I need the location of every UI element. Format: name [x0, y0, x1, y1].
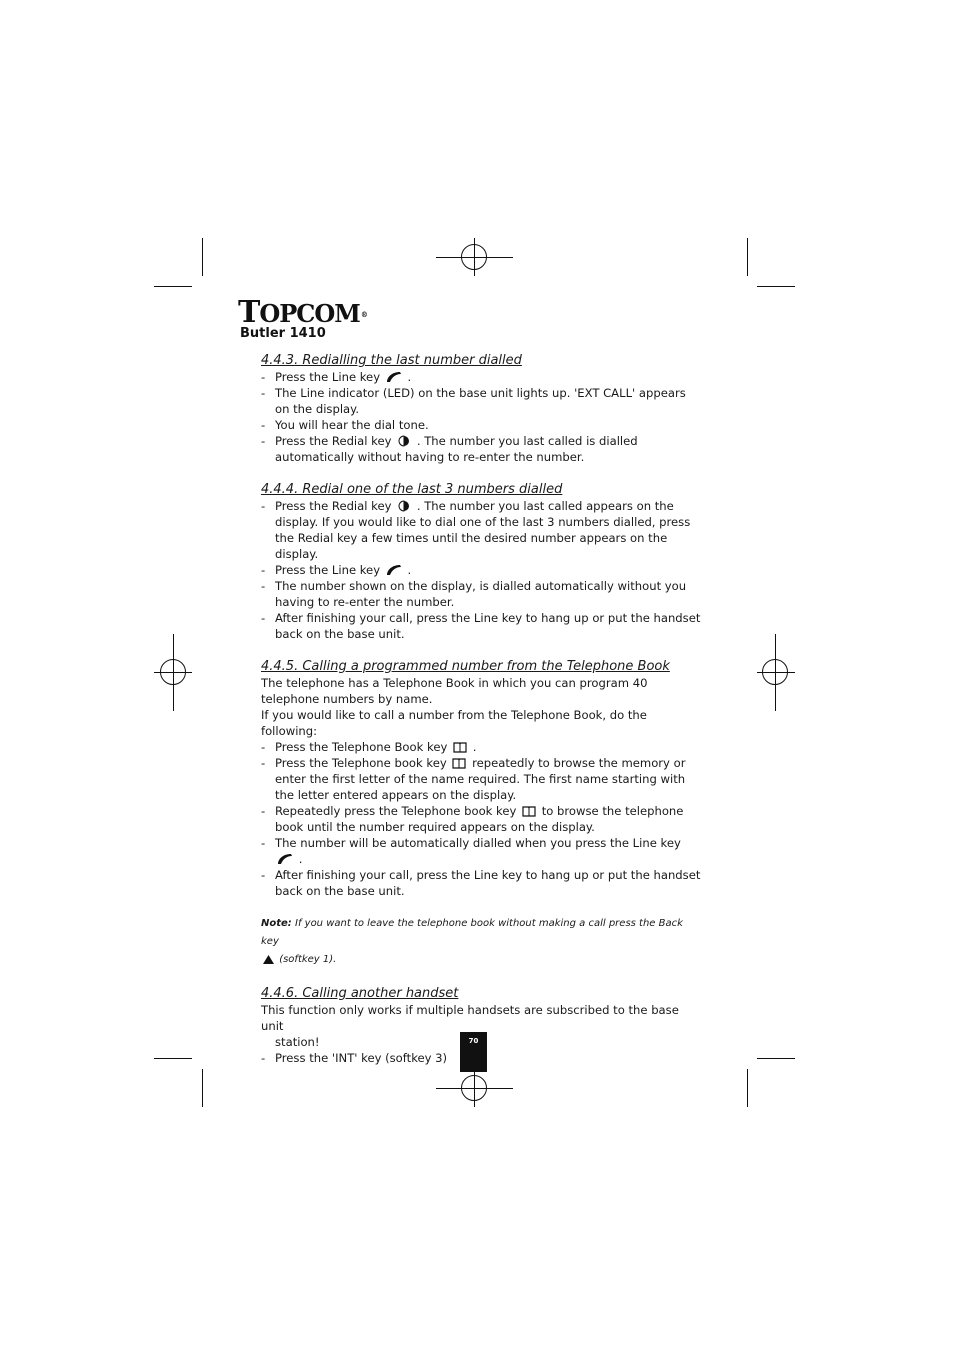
- section-title: 4.4.5. Calling a programmed number from the Telephone Book: [261, 659, 670, 674]
- redial-icon: [397, 500, 411, 512]
- list-item-text: After finishing your call, press the Line key to hang up or put the handset back on the base unit.: [275, 611, 701, 641]
- list-item-text: Press the 'INT' key (softkey 3): [275, 1051, 448, 1065]
- list-item: [261, 417, 703, 433]
- list-item-text: Press the Telephone book key: [275, 756, 447, 770]
- phone-handset-icon: [386, 564, 402, 576]
- crop-mark: [154, 286, 192, 287]
- list-item: [261, 755, 703, 803]
- back-triangle-icon: [263, 955, 274, 964]
- list-item-text-cont: .: [407, 563, 412, 577]
- bullet-list: [261, 369, 703, 465]
- phone-handset-icon: [277, 853, 293, 865]
- list-item-text: Press the Line key: [275, 563, 381, 577]
- crop-mark: [154, 1058, 192, 1059]
- page-number-box: [460, 1032, 487, 1072]
- list-item-text-cont: to browse the telephone book until the number required appears on the display.: [275, 804, 684, 834]
- crop-mark: [757, 1058, 795, 1059]
- model-name: Butler 1410: [240, 326, 326, 341]
- list-item: [261, 610, 703, 642]
- note-label: Note:: [261, 918, 292, 929]
- note-text: If you want to leave the telephone book without making a call press the Back key: [261, 918, 683, 947]
- list-item: [261, 369, 703, 385]
- paragraph: This function only works if multiple handsets are subscribed to the base unit: [261, 1003, 679, 1033]
- list-item-text: The number shown on the display, is dialled automatically without you having to re-enter the number.: [275, 579, 687, 609]
- list-item: [261, 739, 703, 755]
- list-item-text-cont: .: [472, 740, 477, 754]
- brand-wordmark: TOPCOM®: [238, 295, 367, 330]
- paragraph: The telephone has a Telephone Book in which you can program 40 telephone numbers by name.: [261, 676, 648, 706]
- list-item: [261, 385, 703, 417]
- list-item-text-cont: .: [407, 370, 412, 384]
- section-title: 4.4.6. Calling another handset: [261, 986, 459, 1001]
- list-item-text: Repeatedly press the Telephone book key: [275, 804, 517, 818]
- paragraph-continued: station!: [275, 1035, 320, 1049]
- bullet-list: [261, 498, 703, 642]
- list-item-text: The Line indicator (LED) on the base unit lights up. 'EXT CALL' appears on the display.: [275, 386, 686, 416]
- bullet-list: [261, 739, 703, 899]
- section-title: 4.4.3. Redialling the last number dialled: [261, 353, 522, 368]
- list-item-text-cont: . The number you last called is dialled automatically without having to re-enter the number.: [275, 434, 638, 464]
- document-body: [261, 352, 703, 1066]
- list-item-text: You will hear the dial tone.: [275, 418, 429, 432]
- list-item: [261, 835, 703, 867]
- page-number: 70: [468, 1037, 479, 1045]
- phonebook-icon: [452, 757, 466, 769]
- list-item-text: Press the Telephone Book key: [275, 740, 448, 754]
- paragraph: If you would like to call a number from the Telephone Book, do the following:: [261, 708, 647, 738]
- list-item-text-cont: repeatedly to browse the memory or enter the first letter of the name required. The first name starting with the letter entered appears on the display.: [275, 756, 686, 802]
- phone-handset-icon: [386, 371, 402, 383]
- crop-mark: [202, 1069, 203, 1107]
- note-text-softkey: (softkey 1).: [279, 954, 337, 965]
- list-item-text: Press the Redial key: [275, 499, 392, 513]
- section-4-4-3: [261, 352, 703, 465]
- list-item: [261, 562, 703, 578]
- list-item-text-cont: . The number you last called appears on the display. If you would like to dial one of the last 3 numbers dialled, press the Redial key a few times until the desired number appears on the display.: [275, 499, 691, 561]
- crop-mark: [202, 238, 203, 276]
- crop-mark: [757, 286, 795, 287]
- crop-mark: [747, 238, 748, 276]
- list-item: [261, 433, 703, 465]
- list-item: [261, 867, 703, 899]
- note: [261, 915, 703, 969]
- crop-mark: [747, 1069, 748, 1107]
- list-item-text: After finishing your call, press the Line key to hang up or put the handset back on the base unit.: [275, 868, 701, 898]
- list-item-text: The number will be automatically dialled when you press the Line key: [275, 836, 681, 850]
- redial-icon: [397, 435, 411, 447]
- brand-logo: [238, 295, 367, 345]
- phonebook-icon: [453, 741, 467, 753]
- section-4-4-4: [261, 481, 703, 642]
- list-item: [261, 578, 703, 610]
- list-item-text-cont: .: [298, 852, 303, 866]
- list-item: [261, 803, 703, 835]
- section-4-4-5: [261, 658, 703, 969]
- list-item: [261, 498, 703, 562]
- list-item-text: Press the Line key: [275, 370, 381, 384]
- phonebook-icon: [522, 805, 536, 817]
- list-item-text: Press the Redial key: [275, 434, 392, 448]
- section-title: 4.4.4. Redial one of the last 3 numbers dialled: [261, 482, 563, 497]
